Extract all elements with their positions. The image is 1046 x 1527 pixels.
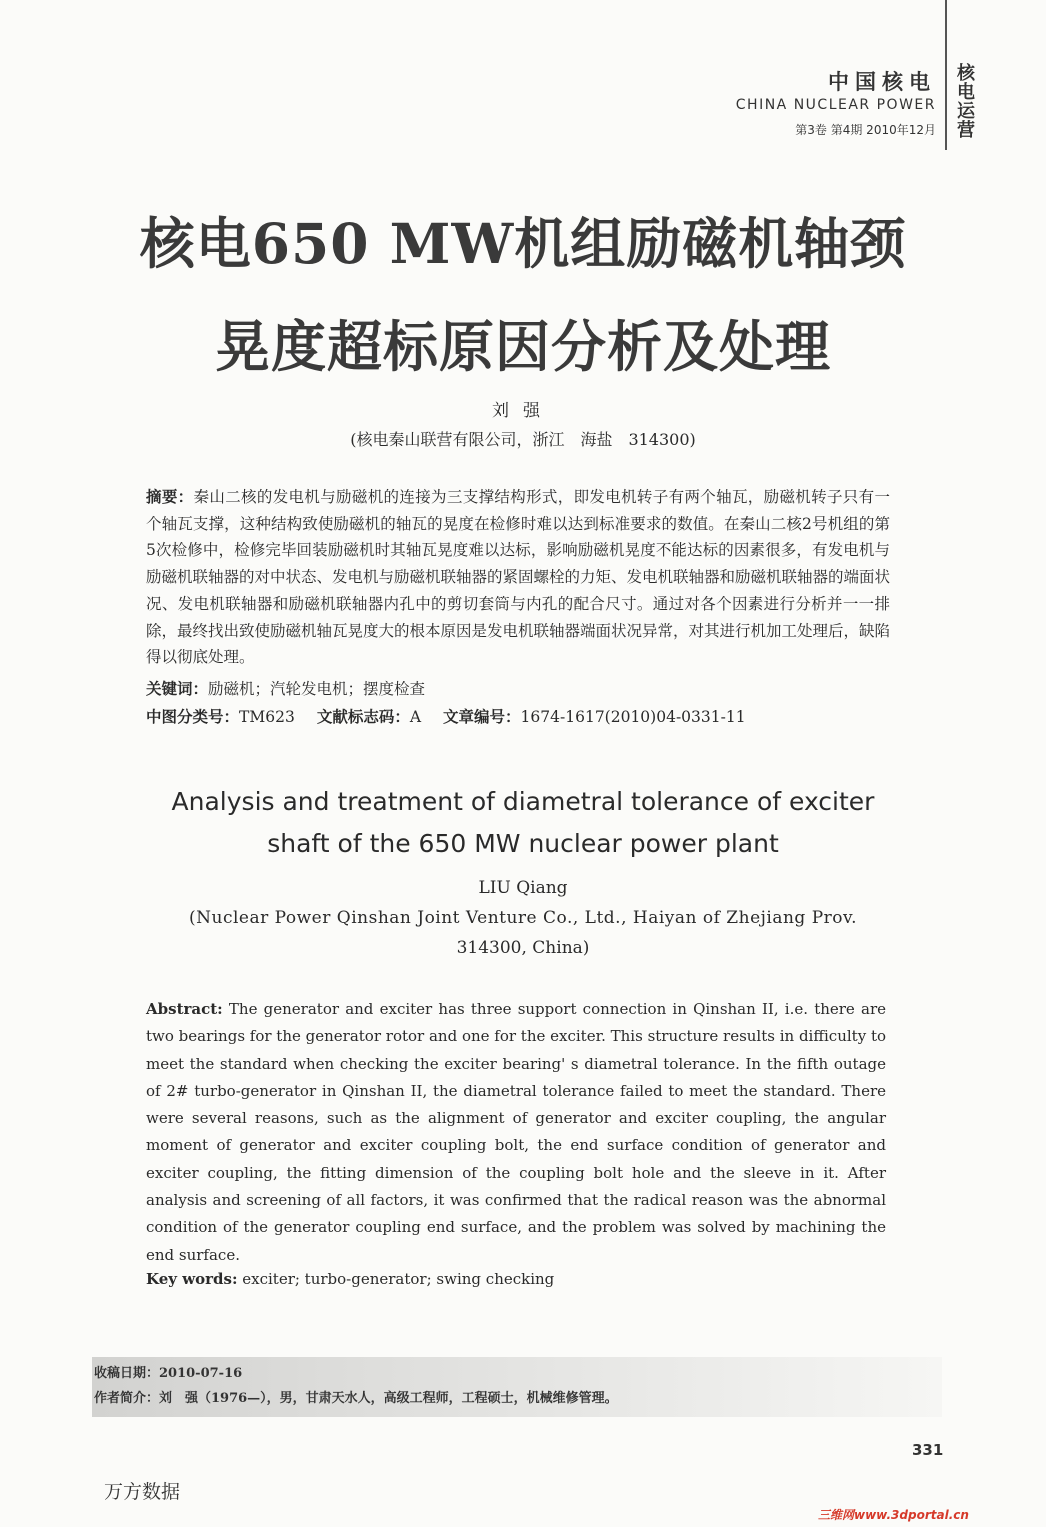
abstract-en bbox=[146, 996, 886, 1269]
author-name-cn: 刘强 bbox=[492, 401, 554, 421]
abstract-en-label: Abstract: bbox=[146, 1000, 223, 1018]
doc-code-label: 文献标志码： bbox=[316, 707, 410, 726]
keywords-cn-text: 励磁机；汽轮发电机；摆度检查 bbox=[208, 680, 426, 698]
section-label bbox=[955, 64, 977, 140]
journal-issue: 第3卷 第4期 2010年12月 bbox=[795, 123, 936, 137]
clc-value: TM623 bbox=[239, 708, 295, 726]
paper-title-cn-line-2: 晃度超标原因分析及处理 bbox=[214, 314, 831, 379]
author-bio: 作者简介：刘 强（1976—），男，甘肃天水人，高级工程师，工程硕士，机械维修管理。 bbox=[94, 1391, 618, 1406]
journal-name-cn: 中国核电 bbox=[828, 70, 936, 94]
page-number: 331 bbox=[912, 1441, 944, 1459]
received-date: 收稿日期：2010-07-16 bbox=[94, 1366, 243, 1381]
section-label-char: 核 bbox=[957, 63, 975, 84]
keywords-cn-label: 关键词： bbox=[146, 679, 209, 698]
article-no-label: 文章编号： bbox=[443, 707, 521, 726]
abstract-cn-text: 秦山二核的发电机与励磁机的连接为三支撑结构形式，即发电机转子有两个轴瓦，励磁机转子只有一个轴瓦支撑，这种结构致使励磁机的轴瓦的晃度在检修时难以达到标准要求的数值。在秦山二核2号机组的第5次检修中，检修完毕回装励磁机时其轴瓦晃度难以达标，影响励磁机晃度不能达标的因素很多，有发电机与励磁机联轴器的对中状态、发电机与励磁机联轴器的紧固螺栓的力矩、发电机联轴器和励磁机联轴器的端面状况、发电机联轴器和励磁机联轴器内孔中的剪切套筒与内孔的配合尺寸。通过对各个因素进行分析并一一排除，最终找出致使励磁机轴瓦晃度大的根本原因是发电机联轴器端面状况异常，对其进行机加工处理后，缺陷得以彻底处理。 bbox=[146, 488, 891, 667]
paper-title-en-line-2: shaft of the 650 MW nuclear power plant bbox=[267, 829, 779, 858]
watermark: 三维网www.3dportal.cn bbox=[818, 1508, 969, 1522]
abstract-en-text: The generator and exciter has three support connection in Qinshan II, i.e. there are two bearings for the generator rotor and one for the exciter. This structure results in difficulty to meet the standard when checking the exciter bearing' s diametral tolerance. In the fifth outage of 2# turbo-generator in Qinshan II, the diametral tolerance failed to meet the standard. There were several reasons, such as the alignment of generator and exciter coupling, the angular moment of generator and exciter coupling bolt, the end surface condition of generator and exciter coupling, the fitting dimension of the coupling bolt hole and the sleeve in it. After analysis and screening of all factors, it was confirmed that the radical reason was the abnormal condition of the generator coupling end surface, and the problem was solved by machining the end surface. bbox=[146, 1000, 886, 1264]
affiliation-en-line-2: 314300, China) bbox=[456, 938, 590, 958]
section-label-char: 营 bbox=[957, 120, 975, 141]
paper-title-en-line-1: Analysis and treatment of diametral tolerance of exciter bbox=[171, 787, 875, 816]
paper-title-cn-line-1: 核电650 MW机组励磁机轴颈 bbox=[139, 211, 907, 276]
author-name-en: LIU Qiang bbox=[478, 878, 568, 898]
classification-line bbox=[146, 705, 746, 727]
clc-label: 中图分类号： bbox=[146, 707, 240, 726]
affiliation-cn: (核电秦山联营有限公司，浙江 海盐 314300) bbox=[350, 430, 696, 449]
section-label-char: 电 bbox=[957, 82, 975, 103]
abstract-cn-label: 摘要： bbox=[146, 487, 194, 506]
journal-name-en: CHINA NUCLEAR POWER bbox=[735, 97, 936, 113]
doc-code-value: A bbox=[409, 708, 422, 726]
source-mark: 万方数据 bbox=[104, 1481, 181, 1503]
article-no-value: 1674-1617(2010)04-0331-11 bbox=[520, 708, 746, 726]
header-divider-line bbox=[945, 0, 947, 150]
abstract-cn bbox=[146, 484, 890, 671]
keywords-cn bbox=[146, 677, 425, 699]
affiliation-en-line-1: (Nuclear Power Qinshan Joint Venture Co., Ltd., Haiyan of Zhejiang Prov. bbox=[189, 908, 857, 928]
section-label-char: 运 bbox=[957, 101, 975, 122]
keywords-en bbox=[146, 1270, 554, 1288]
keywords-en-label: Key words: bbox=[146, 1270, 238, 1288]
keywords-en-text: exciter; turbo-generator; swing checking bbox=[237, 1270, 555, 1288]
